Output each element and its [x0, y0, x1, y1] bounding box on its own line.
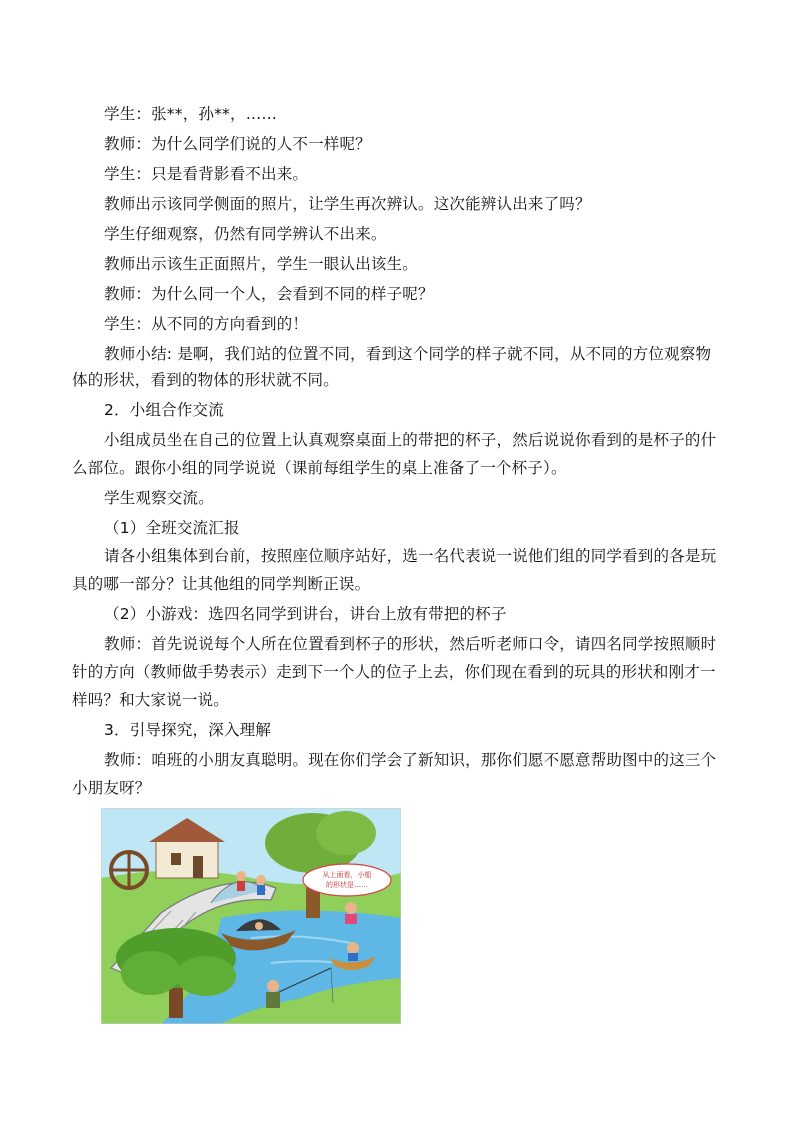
text-line-7: 教师：为什么同一个人，会看到不同的样子呢？: [104, 285, 434, 303]
speech-bubble-line-1: 从上面看，小船: [322, 871, 372, 879]
section-heading-2: 2．小组合作交流: [104, 401, 224, 419]
river-scene-illustration: [101, 808, 401, 1024]
child-on-bank: [345, 902, 357, 914]
text-line-21: 样吗？和大家说一说。: [72, 691, 230, 709]
text-line-17: 具的哪一部分？让其他组的同学判断正误。: [72, 575, 371, 593]
text-line-12: 小组成员坐在自己的位置上认真观察桌面上的带把的杯子，然后说说你看到的是杯子的什: [104, 431, 717, 449]
text-line-5: 学生仔细观察，仍然有同学辨认不出来。: [104, 225, 387, 243]
text-line-16: 请各小组集体到台前，按照座位顺序站好，选一名代表说一说他们组的同学看到的各是玩: [104, 547, 717, 565]
text-line-13: 么部位。跟你小组的同学说说（课前每组学生的桌上准备了一个杯子）。: [72, 459, 567, 477]
text-line-23: 教师：咱班的小朋友真聪明。现在你们学会了新知识，那你们愿不愿意帮助图中的这三个: [104, 751, 717, 769]
person-on-bridge: [237, 881, 245, 891]
text-line-4: 教师出示该同学侧面的照片，让学生再次辨认。这次能辨认出来了吗？: [104, 195, 591, 213]
text-line-20: 针的方向（教师做手势表示）走到下一个人的位子上去，你们现在看到的玩具的形状和刚才一: [72, 663, 716, 681]
section-heading-3: 3．引导探究，深入理解: [104, 721, 272, 739]
text-line-8: 学生：从不同的方向看到的！: [104, 315, 309, 333]
text-line-3: 学生：只是看背影看不出来。: [104, 165, 309, 183]
text-line-1: 学生：张**，孙**，……: [104, 105, 278, 123]
house-window: [171, 853, 181, 865]
text-line-24: 小朋友呀？: [72, 779, 151, 797]
fisherman: [267, 980, 279, 992]
text-line-6: 教师出示该生正面照片，学生一眼认出该生。: [104, 255, 419, 273]
text-line-10: 体的形状，看到的物体的形状就不同。: [72, 371, 339, 389]
text-line-9: 教师小结: 是啊，我们站的位置不同，看到这个同学的样子就不同，从不同的方位观察物: [104, 345, 712, 363]
text-line-14: 学生观察交流。: [104, 489, 214, 507]
text-line-2: 教师：为什么同学们说的人不一样呢？: [104, 135, 371, 153]
tree-canopy-2: [316, 811, 376, 855]
speech-bubble: [303, 864, 391, 896]
house-wall: [156, 840, 218, 878]
sub-heading-1: （1）全班交流汇报: [104, 519, 240, 537]
sub-heading-2: （2）小游戏：选四名同学到讲台，讲台上放有带把的杯子: [104, 605, 507, 623]
speech-bubble-line-2: 的形状是……: [326, 881, 368, 889]
house-door: [193, 856, 203, 878]
text-line-19: 教师：首先说说每个人所在位置看到杯子的形状，然后听老师口令，请四名同学按照顺时: [104, 635, 717, 653]
